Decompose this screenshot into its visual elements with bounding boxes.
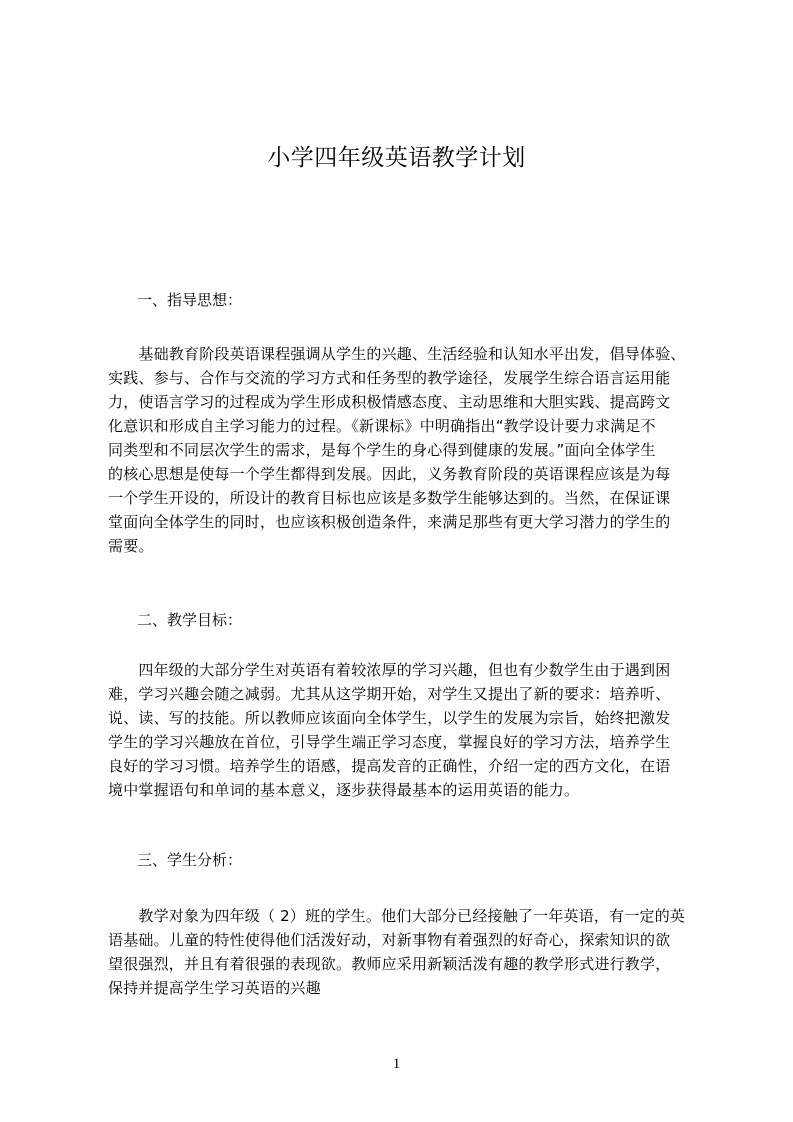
- paragraph-line: 化意识和形成自主学习能力的过程。《新课标》中明确指出“教学设计要力求满足不: [108, 417, 656, 435]
- paragraph-line: 力，使语言学习的过程成为学生形成积极情感态度、主动思维和大胆实践、提高跨文: [108, 393, 671, 411]
- paragraph-line: 同类型和不同层次学生的需求，是每个学生的身心得到健康的发展。”面向全体学生: [108, 441, 656, 459]
- paragraph-line: 需要。: [108, 537, 154, 555]
- paragraph-line: 良好的学习习惯。培养学生的语感，提高发音的正确性，介绍一定的西方文化，在语: [108, 757, 671, 775]
- section-paragraph-student-analysis: [108, 904, 710, 1000]
- page-number: 1: [392, 1056, 401, 1072]
- section-heading-teaching-goals: 二、教学目标：: [137, 611, 243, 629]
- paragraph-line: 保持并提高学生学习英语的兴趣: [108, 979, 321, 997]
- paragraph-line: 一个学生开设的，所设计的教育目标也应该是多数学生能够达到的。当然，在保证课: [108, 489, 671, 507]
- paragraph-line: 说、读、写的技能。所以教师应该面向全体学生，以学生的发展为宗旨，始终把激发: [108, 709, 671, 727]
- paragraph-line: 语基础。儿童的特性使得他们活泼好动，对新事物有着强烈的好奇心，探索知识的欲: [108, 931, 671, 949]
- paragraph-line: 实践、参与、合作与交流的学习方式和任务型的教学途径，发展学生综合语言运用能: [108, 369, 671, 387]
- paragraph-line: 四年级的大部分学生对英语有着较浓厚的学习兴趣，但也有少数学生由于遇到困: [108, 661, 671, 679]
- section-paragraph-teaching-goals: [108, 658, 710, 802]
- paragraph-line: 堂面向全体学生的同时，也应该积极创造条件，来满足那些有更大学习潜力的学生的: [108, 513, 671, 531]
- paragraph-line: 教学对象为四年级（ 2）班的学生。他们大部分已经接触了一年英语，有一定的英: [108, 907, 686, 925]
- section-heading-student-analysis: 三、学生分析：: [137, 851, 243, 869]
- paragraph-line: 难，学习兴趣会随之减弱。尤其从这学期开始，对学生又提出了新的要求：培养听、: [108, 685, 671, 703]
- paragraph-line: 基础教育阶段英语课程强调从学生的兴趣、生活经验和认知水平出发，倡导体验、: [108, 345, 686, 363]
- paragraph-line: 学生的学习兴趣放在首位，引导学生端正学习态度，掌握良好的学习方法，培养学生: [108, 733, 671, 751]
- section-paragraph-guiding-ideology: [108, 342, 710, 558]
- paragraph-line: 望很强烈，并且有着很强的表现欲。教师应采用新颖活泼有趣的教学形式进行教学，: [108, 955, 671, 973]
- document-title: 小学四年级英语教学计划: [267, 145, 526, 171]
- section-heading-guiding-ideology: 一、指导思想：: [137, 291, 243, 309]
- paragraph-line: 境中掌握语句和单词的基本意义，逐步获得最基本的运用英语的能力。: [108, 781, 580, 799]
- paragraph-line: 的核心思想是使每一个学生都得到发展。因此，义务教育阶段的英语课程应该是为每: [108, 465, 671, 483]
